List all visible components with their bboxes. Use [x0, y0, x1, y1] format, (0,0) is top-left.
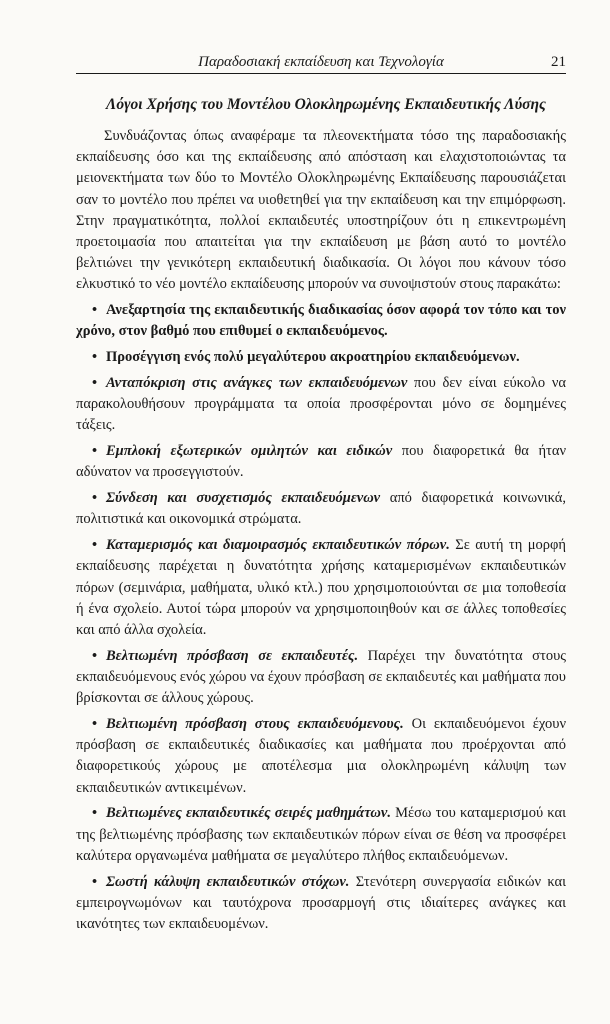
reason-item-8 [76, 714, 566, 799]
reason-item-4 [76, 441, 566, 483]
reason-lead: Εμπλοκή εξωτερικών ομιλητών και ειδικών [106, 443, 393, 460]
reason-item-9 [76, 803, 566, 867]
reason-item-3 [76, 373, 566, 437]
reason-item-10 [76, 872, 566, 936]
bullet-icon: • [92, 302, 98, 319]
reason-item-2 [76, 347, 566, 368]
reason-text: Σε αυτή τη μορφή εκπαίδευσης παρέχεται η δυνατότητα χρήσης καταμερισμένων εκπαιδευτικών πόρων (σεμινάρια, μαθήματα, υλικό κτλ.) που χρησιμοποιούνται σε μια τοποθεσία ή ένα σχολείο. Αυτοί τώρα μπορούν να χρησιμοποιηθούν και σε άλλες τοποθεσίες και από άλλα σχολεία. [76, 537, 566, 639]
section-title: Λόγοι Χρήσης του Μοντέλου Ολοκληρωμένης Εκπαιδευτικής Λύσης [106, 96, 546, 113]
bullet-icon: • [92, 647, 98, 664]
bullet-icon: • [92, 375, 98, 392]
reason-lead: Καταμερισμός και διαμοιρασμός εκπαιδευτικών πόρων. [106, 537, 450, 554]
reason-text: Παρέχει την δυνατότητα στους εκπαιδευόμενους ενός χώρου να έχουν πρόσβαση σε εκπαιδευτές και μαθήματα που βρίσκονται σε άλλους χώρους. [76, 647, 566, 707]
bullet-icon: • [92, 443, 98, 460]
bullet-icon: • [92, 537, 98, 554]
reason-lead: Ανταπόκριση στις ανάγκες των εκπαιδευόμενων [106, 375, 408, 392]
reason-lead: Ανεξαρτησία της εκπαιδευτικής διαδικασίας όσον αφορά τον τόπο και τον χρόνο, στον βαθμό που επιθυμεί ο εκπαιδευόμενος. [76, 302, 566, 340]
reason-lead: Βελτιωμένη πρόσβαση στους εκπαιδευόμενους. [106, 716, 404, 733]
bullet-icon: • [92, 490, 98, 507]
body-text [76, 126, 566, 935]
reason-lead: Σωστή κάλυψη εκπαιδευτικών στόχων. [106, 873, 350, 890]
reason-item-7 [76, 646, 566, 710]
bullet-icon: • [92, 716, 98, 733]
reason-text: από διαφορετικά κοινωνικά, πολιτιστικά και οικονομικά στρώματα. [76, 490, 566, 528]
reason-text: Μέσω του καταμερισμού και της βελτιωμένης πρόσβασης των εκπαιδευτικών πόρων είναι σε θέση να προσφέρει καλύτερα οργανωμένα μαθήματα σε μεγαλύτερο πλήθος εκπαιδευόμενων. [76, 805, 566, 864]
reason-text: που διαφορετικά θα ήταν αδύνατον να προσεγγιστούν. [76, 443, 567, 481]
reason-lead: Προσέγγιση ενός πολύ μεγαλύτερου ακροατηρίου εκπαιδευόμενων. [106, 349, 520, 366]
reasons-list [76, 300, 566, 935]
page-number: 21 [551, 54, 566, 70]
reason-text: που δεν είναι εύκολο να παρακολουθήσουν προγράμματα τα οποία προσφέρονται μόνο σε δομημένες τάξεις. [76, 375, 566, 434]
reason-text: Στενότερη συνεργασία ειδικών και εμπειρογνωμόνων και ταυτόχρονα προσαρμογή στις ιδιαίτερες ανάγκες και ικανότητες των εκπαιδευομένων. [76, 873, 566, 933]
reason-lead: Βελτιωμένη πρόσβαση σε εκπαιδευτές. [106, 647, 359, 664]
reason-item-6 [76, 535, 566, 641]
bullet-icon: • [92, 873, 98, 890]
reason-text: Οι εκπαιδευόμενοι έχουν πρόσβαση σε εκπαιδευτικές διαδικασίες και μαθήματα που προέρχονται από διαφορετικούς χώρους με αποτέλεσμα μια ολοκληρωμένη κάλυψη των εκπαιδευτικών αντικειμένων. [76, 716, 567, 796]
reason-lead: Βελτιωμένες εκπαιδευτικές σειρές μαθημάτων. [106, 805, 391, 822]
reason-item-5 [76, 488, 566, 530]
reason-item-1 [76, 300, 566, 342]
intro-paragraph: Συνδυάζοντας όπως αναφέραμε τα πλεονεκτήματα τόσο της παραδοσιακής εκπαίδευσης όσο και της εκπαίδευσης από απόσταση και ελαχιστοποιώντας τα μειονεκτήματα των δύο το Μοντέλο Ολοκληρωμένης Εκπαίδευσης παρουσιάζεται σαν το μοντέλο που πρέπει να υιοθετηθεί για την εκπαίδευση και την επιμόρφωση. Στην πραγματικότητα, πολλοί εκπαιδευτές υποστηρίζουν ότι η επικεντρωμένη προετοιμασία που απαιτείται για την εκπαίδευση με βάση αυτό το μοντέλο βελτιώνει την γενικότερη εκπαιδευτική διαδικασία. Οι λόγοι που κάνουν τόσο ελκυστικό το νέο μοντέλο εκπαίδευσης μπορούν να συνοψιστούν στους παρακάτω: [76, 128, 566, 293]
running-header-title: Παραδοσιακή εκπαίδευση και Τεχνολογία [198, 54, 444, 70]
reason-lead: Σύνδεση και συσχετισμός εκπαιδευόμενων [106, 490, 381, 507]
bullet-icon: • [92, 805, 98, 822]
bullet-icon: • [92, 349, 98, 366]
running-header [76, 54, 566, 74]
